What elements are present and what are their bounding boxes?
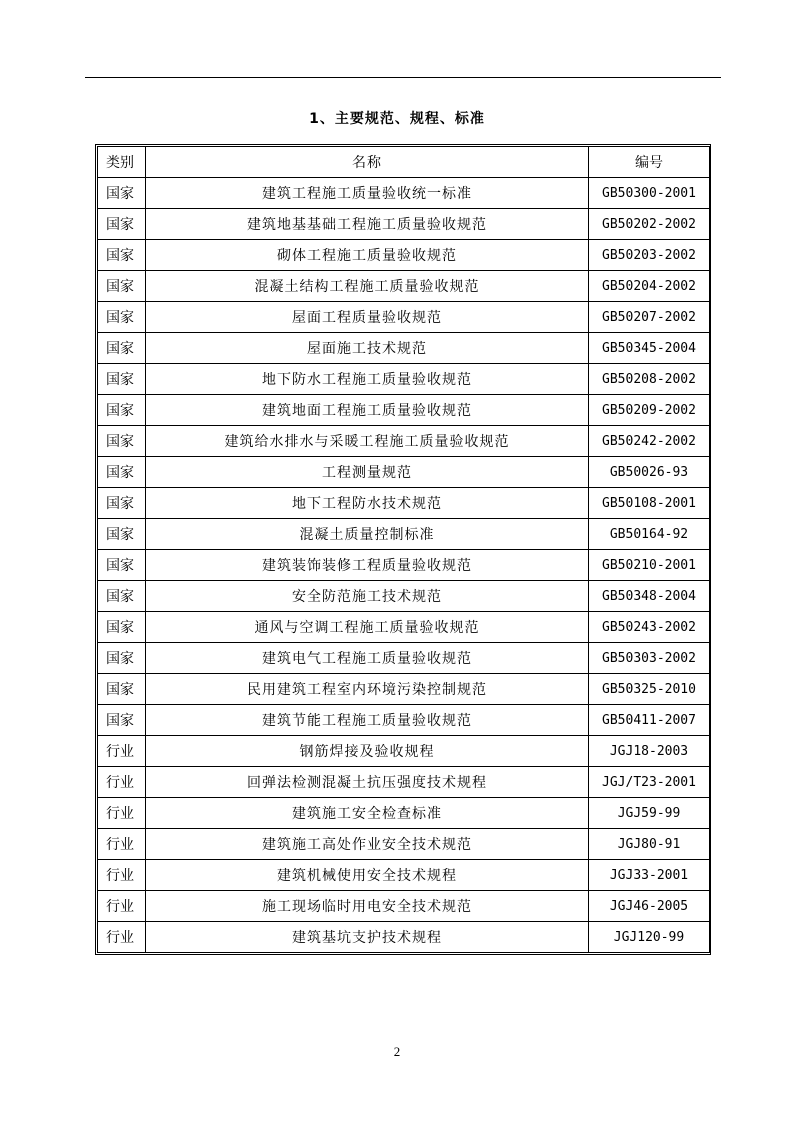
category-cell: 国家 [98,674,146,705]
name-cell: 建筑电气工程施工质量验收规范 [146,643,589,674]
code-cell: GB50108-2001 [589,488,710,519]
header-rule [85,77,721,78]
name-cell: 工程测量规范 [146,457,589,488]
code-cell: GB50204-2002 [589,271,710,302]
category-cell: 行业 [98,860,146,891]
category-cell: 行业 [98,829,146,860]
page-number: 2 [393,1044,401,1059]
category-cell: 国家 [98,364,146,395]
code-cell: GB50303-2002 [589,643,710,674]
table-row [98,674,710,705]
code-cell: JGJ120-99 [589,922,710,953]
name-cell: 施工现场临时用电安全技术规范 [146,891,589,922]
category-cell: 行业 [98,891,146,922]
category-cell: 国家 [98,395,146,426]
category-cell: 国家 [98,705,146,736]
standards-table-frame [95,144,711,955]
category-cell: 国家 [98,426,146,457]
category-cell: 国家 [98,643,146,674]
table-row [98,457,710,488]
table-row [98,209,710,240]
category-cell: 国家 [98,333,146,364]
name-cell: 地下工程防水技术规范 [146,488,589,519]
category-cell: 国家 [98,612,146,643]
category-cell: 国家 [98,457,146,488]
code-cell: GB50209-2002 [589,395,710,426]
name-cell: 钢筋焊接及验收规程 [146,736,589,767]
table-row [98,860,710,891]
name-cell: 回弹法检测混凝土抗压强度技术规程 [146,767,589,798]
category-cell: 国家 [98,302,146,333]
name-cell: 建筑地面工程施工质量验收规范 [146,395,589,426]
table-row [98,302,710,333]
table-row [98,240,710,271]
table-row [98,333,710,364]
code-cell: GB50203-2002 [589,240,710,271]
name-cell: 混凝土结构工程施工质量验收规范 [146,271,589,302]
category-cell: 国家 [98,581,146,612]
name-cell: 砌体工程施工质量验收规范 [146,240,589,271]
code-cell: JGJ80-91 [589,829,710,860]
name-cell: 安全防范施工技术规范 [146,581,589,612]
header-code: 编号 [589,147,710,178]
table-row [98,922,710,953]
table-row [98,395,710,426]
name-cell: 屋面施工技术规范 [146,333,589,364]
category-cell: 行业 [98,736,146,767]
name-cell: 建筑工程施工质量验收统一标准 [146,178,589,209]
header-category: 类别 [98,147,146,178]
name-cell: 建筑基坑支护技术规程 [146,922,589,953]
name-cell: 建筑机械使用安全技术规程 [146,860,589,891]
category-cell: 行业 [98,922,146,953]
code-cell: GB50300-2001 [589,178,710,209]
table-row [98,364,710,395]
code-cell: JGJ59-99 [589,798,710,829]
name-cell: 建筑施工安全检查标准 [146,798,589,829]
table-row [98,891,710,922]
table-row [98,426,710,457]
table-header-row [98,147,710,178]
category-cell: 国家 [98,488,146,519]
code-cell: GB50026-93 [589,457,710,488]
code-cell: GB50345-2004 [589,333,710,364]
code-cell: GB50242-2002 [589,426,710,457]
code-cell: GB50325-2010 [589,674,710,705]
code-cell: JGJ46-2005 [589,891,710,922]
code-cell: GB50207-2002 [589,302,710,333]
name-cell: 通风与空调工程施工质量验收规范 [146,612,589,643]
code-cell: GB50202-2002 [589,209,710,240]
code-cell: GB50208-2002 [589,364,710,395]
code-cell: JGJ18-2003 [589,736,710,767]
code-cell: GB50411-2007 [589,705,710,736]
table-row [98,178,710,209]
category-cell: 行业 [98,767,146,798]
code-cell: GB50210-2001 [589,550,710,581]
category-cell: 国家 [98,271,146,302]
code-cell: GB50243-2002 [589,612,710,643]
table-row [98,643,710,674]
category-cell: 行业 [98,798,146,829]
table-row [98,519,710,550]
table-row [98,736,710,767]
name-cell: 建筑施工高处作业安全技术规范 [146,829,589,860]
category-cell: 国家 [98,209,146,240]
name-cell: 建筑节能工程施工质量验收规范 [146,705,589,736]
table-row [98,829,710,860]
table-row [98,271,710,302]
name-cell: 民用建筑工程室内环境污染控制规范 [146,674,589,705]
table-row [98,550,710,581]
table-row [98,581,710,612]
code-cell: GB50164-92 [589,519,710,550]
name-cell: 屋面工程质量验收规范 [146,302,589,333]
category-cell: 国家 [98,550,146,581]
category-cell: 国家 [98,178,146,209]
table-row [98,488,710,519]
standards-table [97,146,710,953]
code-cell: JGJ/T23-2001 [589,767,710,798]
table-row [98,612,710,643]
section-title: 1、主要规范、规程、标准 [309,111,485,127]
category-cell: 国家 [98,519,146,550]
name-cell: 建筑给水排水与采暖工程施工质量验收规范 [146,426,589,457]
header-name: 名称 [146,147,589,178]
table-row [98,798,710,829]
table-row [98,767,710,798]
table-row [98,705,710,736]
name-cell: 地下防水工程施工质量验收规范 [146,364,589,395]
name-cell: 混凝土质量控制标准 [146,519,589,550]
name-cell: 建筑装饰装修工程质量验收规范 [146,550,589,581]
code-cell: GB50348-2004 [589,581,710,612]
code-cell: JGJ33-2001 [589,860,710,891]
name-cell: 建筑地基基础工程施工质量验收规范 [146,209,589,240]
category-cell: 国家 [98,240,146,271]
